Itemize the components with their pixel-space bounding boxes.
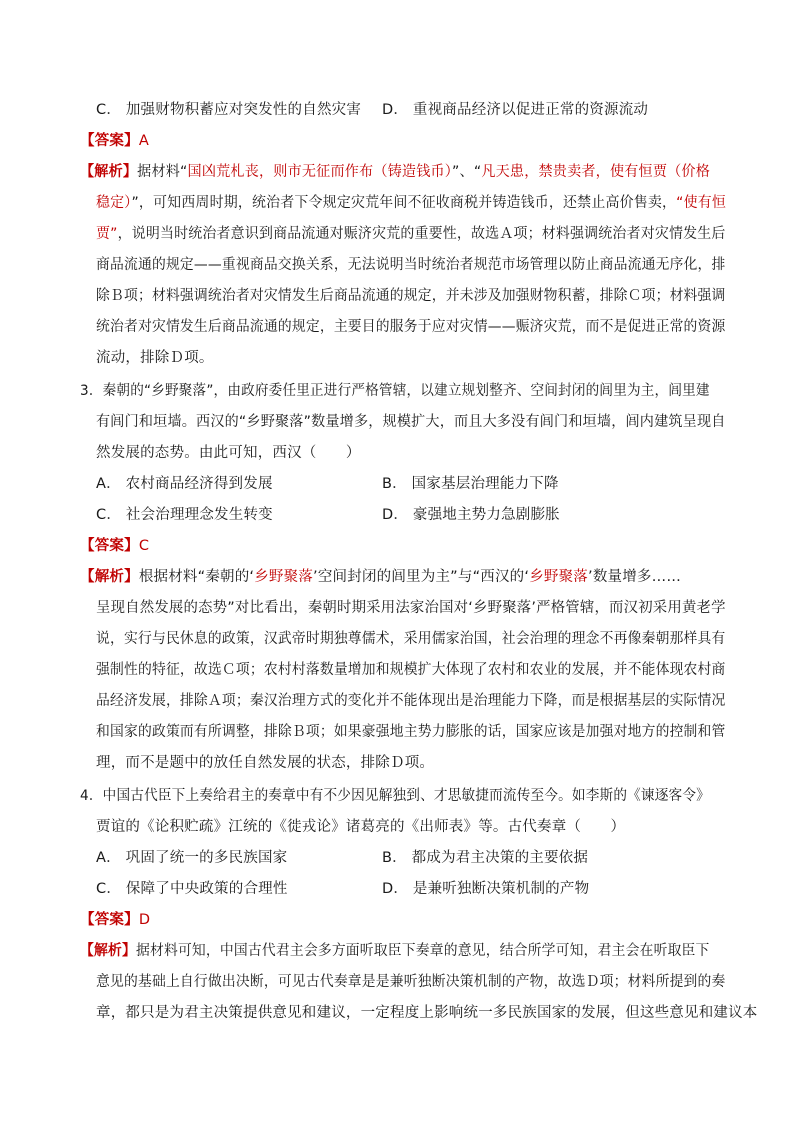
option-d: [382, 505, 560, 525]
analysis-text: ’数量增多……: [588, 569, 682, 585]
answer-tag: 【答案】: [80, 133, 139, 149]
analysis-line: [96, 722, 726, 742]
stem-text: 秦朝的“乡野聚落”，由政府委任里正进行严格管辖，以建立规划整齐、空间封闭的闾里为主，闾里建: [102, 383, 710, 399]
analysis-text: 意见的基础上自行做出决断，可见古代奏章是是兼听独断决策机制的产物，故选Ｄ项；材料所提到的奏: [96, 974, 726, 990]
option-c: [96, 505, 273, 525]
answer-letter: A: [138, 133, 149, 149]
analysis-text: ’空间封闭的闾里为主”与“西汉的‘: [313, 569, 530, 585]
question-number: 3．: [80, 383, 103, 399]
option-text: 农村商品经济得到发展: [125, 476, 273, 492]
highlighted-quote: 乡野聚落: [529, 569, 589, 585]
stem-text: 贾谊的《论积贮疏》江统的《徙戎论》诸葛亮的《出师表》等。古代奏章（ ）: [96, 819, 626, 835]
answer-line: [80, 131, 149, 151]
option-d: [382, 879, 589, 899]
analysis-text: 除Ｂ项；材料强调统治者对灾情发生后商品流通的规定，并未涉及加强财物积蓄，排除Ｃ项；材料强调: [96, 288, 726, 304]
answer-line: [80, 536, 149, 556]
option-a: [96, 848, 287, 868]
analysis-line: [96, 286, 726, 306]
highlighted-quote: 国凶荒札丧，则市无征而作布（铸造钱币）: [187, 164, 453, 180]
option-text: 是兼听独断决策机制的产物: [412, 881, 590, 897]
highlighted-quote: 凡天患，禁贵卖者，使有恒贾（价格: [481, 164, 711, 180]
stem-line: [96, 817, 625, 837]
analysis-text: 品经济发展，排除Ａ项；秦汉治理方式的变化并不能体现出是治理能力下降，而是根据基层的实际情况: [96, 693, 726, 709]
analysis-line: [80, 941, 710, 961]
option-text: 社会治理理念发生转变: [125, 507, 273, 523]
option-letter: C．: [96, 507, 126, 523]
option-text: 都成为君主决策的主要依据: [411, 850, 589, 866]
option-row: [96, 100, 361, 120]
option-letter: D．: [382, 881, 413, 897]
analysis-line: [96, 224, 726, 244]
option-text: 保障了中央政策的合理性: [125, 881, 288, 897]
highlighted-quote: “使有恒: [676, 195, 726, 211]
analysis-text: 和国家的政策而有所调整，排除Ｂ项；如果豪强地主势力膨胀的话，国家应该是加强对地方的控制和管: [96, 724, 726, 740]
answer-line: [80, 910, 150, 930]
analysis-text: 呈现自然发展的态势”对比看出，秦朝时期采用法家治国对‘乡野聚落’严格管辖，而汉初采用黄老学: [96, 600, 726, 616]
option-letter: A．: [96, 850, 126, 866]
analysis-text: 据材料“: [137, 164, 188, 180]
analysis-text: 理，而不是题中的放任自然发展的状态，排除Ｄ项。: [96, 755, 435, 771]
analysis-line: [96, 660, 726, 680]
analysis-line: [96, 598, 726, 618]
stem-text: 中国古代臣下上奏给君主的奏章中有不少因见解独到、才思敏捷而流传至今。如李斯的《谏逐客令》: [102, 788, 710, 804]
analysis-line: [96, 1003, 758, 1023]
analysis-text: ”、“: [452, 164, 482, 180]
analysis-tag: 【解析】: [80, 164, 138, 180]
stem-line: [96, 443, 361, 463]
stem-line: [96, 412, 726, 432]
stem-line: [80, 381, 710, 401]
analysis-tag: 【解析】: [80, 943, 136, 959]
analysis-line: [80, 162, 710, 182]
option-text: 豪强地主势力急剧膨胀: [412, 507, 560, 523]
option-b: [382, 848, 588, 868]
analysis-text: 商品流通的规定——重视商品交换关系，无法说明当时统治者规范市场管理以防止商品流通无序化，排: [96, 257, 726, 273]
analysis-text: 强制性的特征，故选Ｃ项；农村村落数量增加和规模扩大体现了农村和农业的发展，并不能体现农村商: [96, 662, 726, 678]
option-letter: D．: [382, 507, 413, 523]
analysis-text: 章，都只是为君主决策提供意见和建议，一定程度上影响统一多民族国家的发展，但这些意见和建议本: [96, 1005, 758, 1021]
analysis-text: 根据材料“秦朝的‘: [138, 569, 255, 585]
analysis-line: [96, 317, 726, 337]
analysis-line: [96, 753, 434, 773]
option-letter: B．: [382, 476, 412, 492]
analysis-line: [80, 567, 681, 587]
analysis-line: [96, 255, 726, 275]
highlighted-quote: 乡野聚落: [254, 569, 314, 585]
option-c: [96, 879, 288, 899]
analysis-line: [96, 193, 726, 213]
highlighted-quote: 贾”: [96, 226, 118, 242]
analysis-text: 统治者对灾情发生后商品流通的规定，主要目的服务于应对灾情——赈济灾荒，而不是促进正常的资源: [96, 319, 726, 335]
stem-text: 然发展的态势。由此可知，西汉（ ）: [96, 445, 361, 461]
option-c: C． 加强财物积蓄应对突发性的自然灾害: [96, 102, 362, 118]
option-letter: B．: [382, 850, 412, 866]
analysis-tag: 【解析】: [80, 569, 139, 585]
analysis-text: ”，可知西周时期，统治者下令规定灾荒年间不征收商税并铸造钱币，还禁止高价售卖，: [131, 195, 677, 211]
option-a: [96, 474, 273, 494]
option-letter: A．: [96, 476, 126, 492]
analysis-line: [96, 348, 214, 368]
analysis-line: [96, 629, 726, 649]
analysis-line: [96, 972, 726, 992]
option-letter: C．: [96, 881, 126, 897]
answer-tag: 【答案】: [80, 538, 139, 554]
answer-letter: C: [138, 538, 150, 554]
option-row: [382, 100, 648, 120]
option-d: D． 重视商品经济以促进正常的资源流动: [382, 102, 649, 118]
analysis-text: 流动，排除Ｄ项。: [96, 350, 214, 366]
stem-line: [80, 786, 710, 806]
analysis-line: [96, 691, 726, 711]
option-text: 国家基层治理能力下降: [411, 476, 559, 492]
analysis-text: ，说明当时统治者意识到商品流通对赈济灾荒的重要性，故选Ａ项；材料强调统治者对灾情发生后: [117, 226, 726, 242]
analysis-text: 说，实行与民休息的政策，汉武帝时期独尊儒术，采用儒家治国，社会治理的理念不再像秦朝那样具有: [96, 631, 726, 647]
answer-tag: 【答案】: [80, 912, 139, 928]
stem-text: 有闾门和垣墙。西汉的“乡野聚落”数量增多，规模扩大，而且大多没有闾门和垣墙，闾内建筑呈现自: [96, 414, 726, 430]
highlighted-quote: 稳定）: [96, 195, 132, 211]
question-number: 4．: [80, 788, 103, 804]
answer-letter: D: [138, 912, 151, 928]
analysis-text: 据材料可知，中国古代君主会多方面听取臣下奏章的意见，结合所学可知，君主会在听取臣下: [135, 943, 710, 959]
option-b: [382, 474, 559, 494]
option-text: 巩固了统一的多民族国家: [125, 850, 288, 866]
